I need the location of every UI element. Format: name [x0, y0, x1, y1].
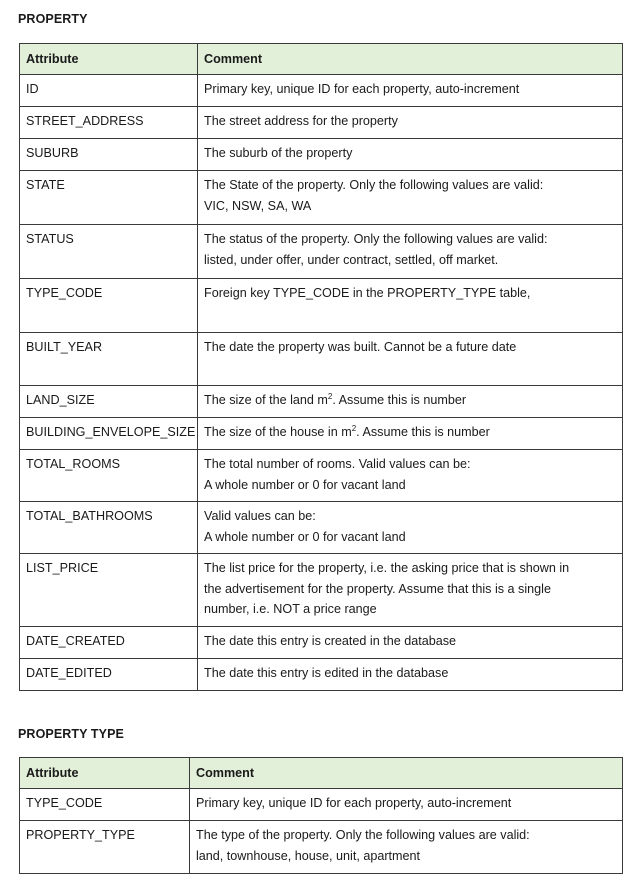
comment-cell: The street address for the property: [198, 107, 623, 139]
table-row: [20, 418, 623, 450]
comment-cell: The date this entry is edited in the database: [198, 659, 623, 691]
table-row: [20, 107, 623, 139]
comment-cell: The status of the property. Only the following values are valid: listed, under offer, under contract, settled, off market.: [198, 225, 623, 279]
comment-cell: Primary key, unique ID for each property, auto-increment: [190, 789, 623, 821]
table-row: [20, 75, 623, 107]
comment-cell: Valid values can be: A whole number or 0 for vacant land: [198, 502, 623, 554]
table-row: [20, 279, 623, 333]
table-row: [20, 171, 623, 225]
attribute-cell: STATE: [20, 171, 198, 225]
property-table-header: [20, 44, 623, 75]
table-row: [20, 450, 623, 502]
property-type-table-header: [20, 758, 623, 789]
comment-cell: The State of the property. Only the following values are valid: VIC, NSW, SA, WA: [198, 171, 623, 225]
comment-cell: The size of the land $m^2$. Assume this is number: [198, 386, 623, 418]
comment-cell: The date this entry is created in the database: [198, 627, 623, 659]
attribute-cell: BUILT_YEAR: [20, 333, 198, 386]
table-row: [20, 821, 623, 874]
table-row: [20, 333, 623, 386]
comment-cell: Primary key, unique ID for each property, auto-increment: [198, 75, 623, 107]
attribute-cell: LIST_PRICE: [20, 554, 198, 627]
comment-header: Comment: [190, 758, 623, 789]
comment-cell: The size of the house in $m^2$. Assume this is number: [198, 418, 623, 450]
attribute-header: Attribute: [20, 44, 198, 75]
attribute-cell: TYPE_CODE: [20, 279, 198, 333]
table-row: [20, 386, 623, 418]
comment-header: Comment: [198, 44, 623, 75]
attribute-cell: PROPERTY_TYPE: [20, 821, 190, 874]
attribute-cell: BUILDING_ENVELOPE_SIZE: [20, 418, 198, 450]
comment-cell: The date the property was built. Cannot be a future date: [198, 333, 623, 386]
attribute-cell: SUBURB: [20, 139, 198, 171]
table-row: [20, 659, 623, 691]
attribute-header: Attribute: [20, 758, 190, 789]
attribute-cell: LAND_SIZE: [20, 386, 198, 418]
attribute-cell: TYPE_CODE: [20, 789, 190, 821]
table-row: [20, 627, 623, 659]
property-table: [19, 43, 623, 691]
attribute-cell: STREET_ADDRESS: [20, 107, 198, 139]
table-row: [20, 225, 623, 279]
comment-cell: Foreign key TYPE_CODE in the PROPERTY_TYPE table,: [198, 279, 623, 333]
table-row: [20, 554, 623, 627]
comment-cell: The suburb of the property: [198, 139, 623, 171]
property-section-title: PROPERTY: [18, 12, 88, 26]
attribute-cell: STATUS: [20, 225, 198, 279]
property-type-section-title: PROPERTY TYPE: [18, 727, 124, 741]
attribute-cell: ID: [20, 75, 198, 107]
table-row: [20, 139, 623, 171]
attribute-cell: TOTAL_BATHROOMS: [20, 502, 198, 554]
comment-cell: The type of the property. Only the following values are valid: land, townhouse, house, unit, apartment: [190, 821, 623, 874]
comment-cell: The total number of rooms. Valid values can be: A whole number or 0 for vacant land: [198, 450, 623, 502]
property-type-table: [19, 757, 623, 874]
comment-cell: The list price for the property, i.e. the asking price that is shown in the advertisement for the property. Assume that this is a single number, i.e. NOT a price range: [198, 554, 623, 627]
attribute-cell: DATE_EDITED: [20, 659, 198, 691]
table-row: [20, 789, 623, 821]
attribute-cell: TOTAL_ROOMS: [20, 450, 198, 502]
attribute-cell: DATE_CREATED: [20, 627, 198, 659]
table-row: [20, 502, 623, 554]
